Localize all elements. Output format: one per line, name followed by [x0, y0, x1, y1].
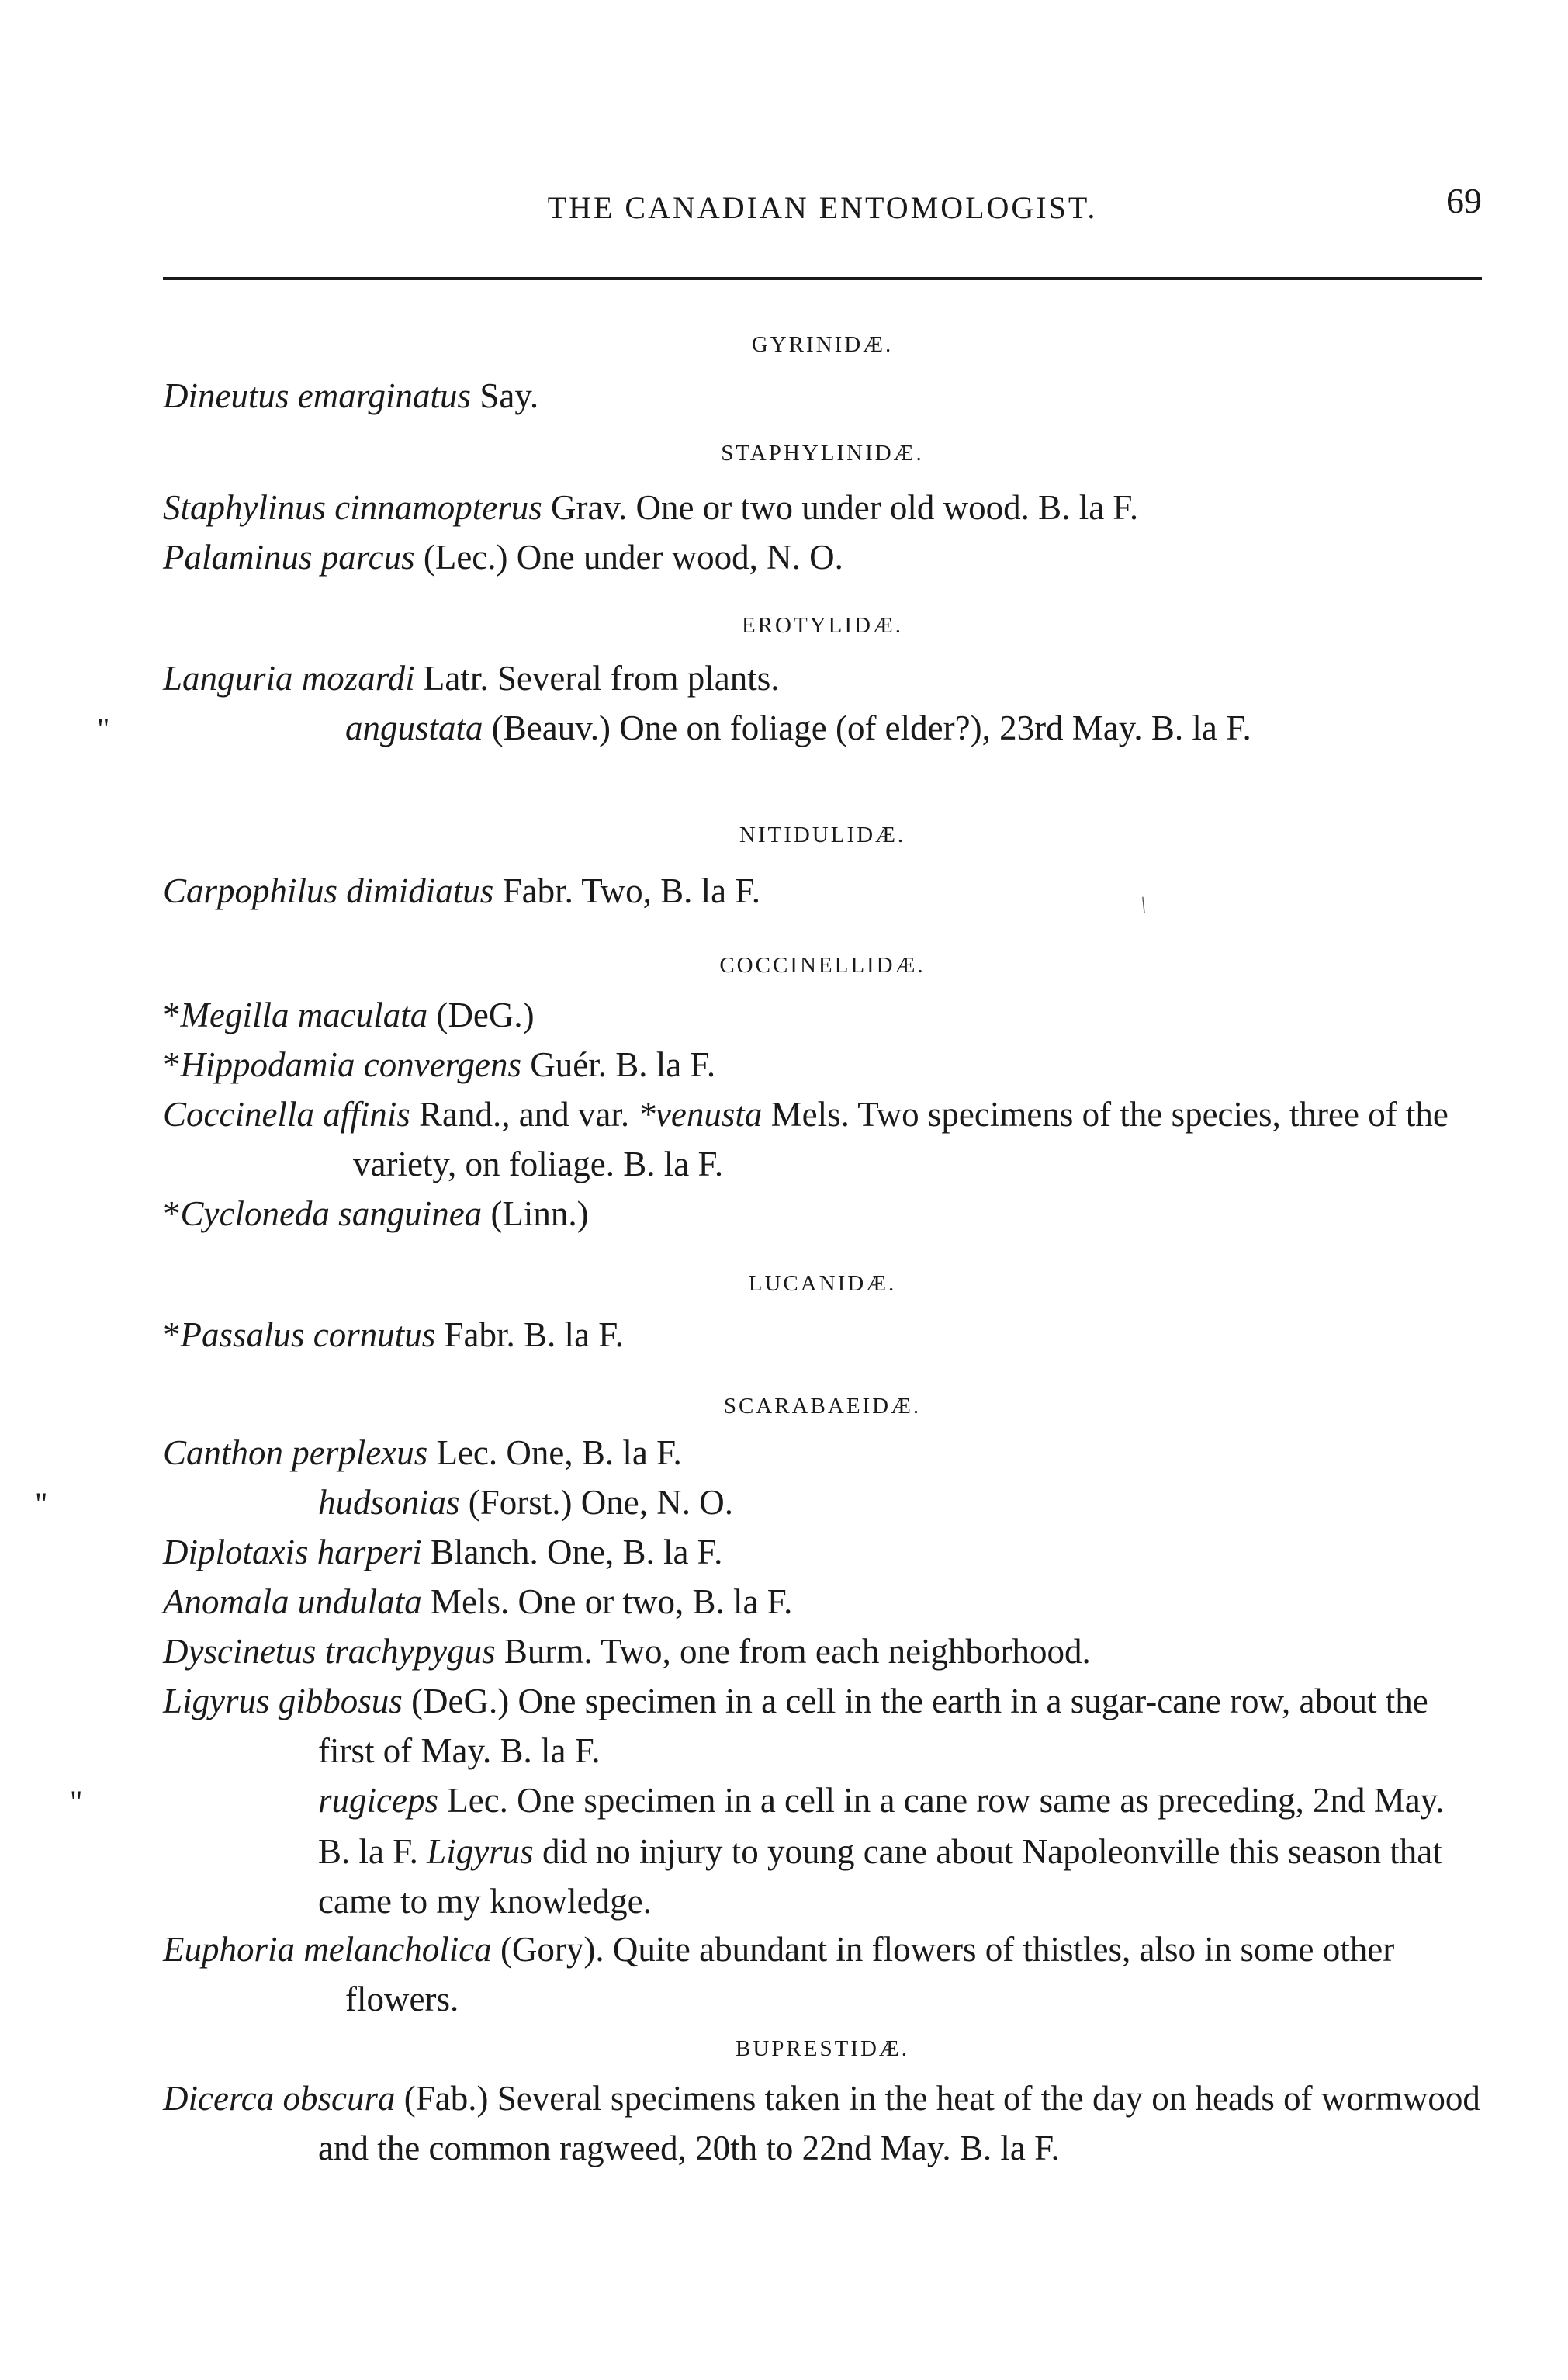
entry-note: Mels. Two specimens of the species, three of the variety, on foliage. B. la F.	[353, 1095, 1449, 1183]
authority: Say.	[471, 376, 539, 415]
species-name: Passalus cornutus	[180, 1315, 436, 1354]
print-speck: /	[1135, 892, 1152, 919]
species-entry	[163, 532, 1482, 582]
header-rule	[163, 277, 1482, 280]
authority: (DeG.)	[427, 996, 535, 1034]
entry-note: B. la F.	[606, 1045, 716, 1084]
species-entry	[163, 1627, 1482, 1676]
species-entry	[163, 653, 1482, 703]
entry-note: One, B. la F.	[497, 1433, 682, 1472]
entry-note: Several from plants.	[488, 659, 780, 698]
genus-reference: Ligyrus	[427, 1832, 534, 1871]
authority: (DeG.)	[402, 1682, 510, 1720]
section-heading: BUPRESTIDÆ.	[736, 2036, 909, 2061]
authority: Blanch.	[421, 1533, 538, 1571]
section-heading: COCCINELLIDÆ.	[719, 953, 926, 978]
species-entry	[163, 1428, 1482, 1478]
running-head: THE CANADIAN ENTOMOLOGIST.	[547, 190, 1098, 225]
species-entry	[163, 1527, 1482, 1577]
species-name: Dyscinetus trachypygus	[163, 1632, 496, 1671]
species-entry	[163, 866, 1482, 916]
section-heading: EROTYLIDÆ.	[741, 613, 903, 638]
entry-note: One, N. O.	[572, 1483, 733, 1522]
authority: Lec.	[427, 1433, 498, 1472]
species-name: Palaminus parcus	[163, 538, 415, 577]
species-entry	[35, 1478, 1482, 1529]
species-name: angustata	[345, 708, 483, 747]
species-entry	[163, 1676, 1482, 1775]
introduced-asterisk: *	[163, 1045, 181, 1084]
species-entry	[163, 990, 1482, 1040]
authority: Burm.	[495, 1632, 593, 1671]
species-name: Euphoria melancholica	[163, 1930, 492, 1969]
introduced-asterisk: *	[163, 996, 181, 1034]
entry-note: One or two, B. la F.	[509, 1582, 793, 1621]
authority: Mels.	[421, 1582, 510, 1621]
entry-note: One under wood, N. O.	[507, 538, 843, 577]
authority: Latr.	[414, 659, 489, 698]
entry-note-continued: did no injury to young cane about Napoleonville this season that came to my knowledge.	[318, 1832, 1442, 1921]
entry-note: One, B. la F.	[538, 1533, 723, 1571]
section-heading: LUCANIDÆ.	[748, 1271, 897, 1296]
species-entry	[163, 1577, 1482, 1627]
entry-note: One on foliage (of elder?), 23rd May. B. la F.	[611, 708, 1251, 747]
species-name: Staphylinus cinnamopterus	[163, 488, 542, 527]
ditto-mark: "	[97, 712, 110, 747]
species-name: Anomala undulata	[163, 1582, 422, 1621]
ditto-mark: "	[35, 1486, 48, 1521]
species-entry	[163, 483, 1482, 532]
authority: Fabr.	[435, 1315, 515, 1354]
species-entry	[163, 1189, 1482, 1239]
section-heading: SCARABAEIDÆ.	[723, 1394, 922, 1419]
species-name: rugiceps	[318, 1781, 438, 1820]
species-name: Languria mozardi	[163, 659, 415, 698]
species-name: Hippodamia convergens	[180, 1045, 521, 1084]
authority: (Fab.)	[395, 2079, 489, 2118]
species-entry	[163, 1090, 1482, 1189]
entry-note: One specimen in a cell in a cane row same as preceding, 2nd May. B. la F.	[318, 1781, 1445, 1871]
authority: Grav.	[542, 488, 628, 527]
species-entry	[163, 2073, 1482, 2173]
species-name: hudsonias	[318, 1483, 460, 1522]
variety-name: *venusta	[638, 1095, 763, 1134]
ditto-mark: "	[70, 1784, 83, 1819]
species-entry	[70, 1775, 1482, 1926]
species-name: Carpophilus dimidiatus	[163, 871, 494, 910]
introduced-asterisk: *	[163, 1315, 181, 1354]
authority: Rand., and var.	[410, 1095, 639, 1134]
introduced-asterisk: *	[163, 1194, 181, 1233]
entry-note: Two, one from each neighborhood.	[592, 1632, 1091, 1671]
section-heading: NITIDULIDÆ.	[739, 823, 906, 847]
species-name: Ligyrus gibbosus	[163, 1682, 403, 1720]
species-name: Dicerca obscura	[163, 2079, 396, 2118]
entry-note: One or two under old wood. B. la F.	[627, 488, 1139, 527]
species-entry	[163, 1924, 1482, 2024]
species-entry	[163, 1040, 1482, 1090]
species-name: Megilla maculata	[180, 996, 428, 1034]
authority: (Linn.)	[482, 1194, 589, 1233]
species-name: Diplotaxis harperi	[163, 1533, 422, 1571]
authority: Lec.	[438, 1781, 508, 1820]
species-name: Cycloneda sanguinea	[180, 1194, 483, 1233]
species-name: Dineutus emarginatus	[163, 376, 472, 415]
entry-note: Two, B. la F.	[573, 871, 761, 910]
page-header	[163, 180, 1482, 234]
species-entry	[97, 703, 1482, 754]
authority: Guér.	[521, 1045, 607, 1084]
entry-note: Quite abundant in flowers of thistles, also in some other flowers.	[345, 1930, 1395, 2018]
species-name: Coccinella affinis	[163, 1095, 410, 1134]
species-entry	[163, 1310, 1482, 1360]
authority: (Forst.)	[459, 1483, 573, 1522]
section-heading: GYRINIDÆ.	[751, 332, 894, 357]
authority: (Beauv.)	[483, 708, 611, 747]
page-number: 69	[1446, 181, 1482, 220]
species-entry	[163, 371, 1482, 421]
entry-note: Several specimens taken in the heat of the day on heads of wormwood and the common ragweed, 20th to 22nd May. B. la F.	[318, 2079, 1480, 2167]
entry-note: One specimen in a cell in the earth in a sugar-cane row, about the first of May. B. la F.	[318, 1682, 1428, 1770]
authority: Fabr.	[493, 871, 573, 910]
section-heading: STAPHYLINIDÆ.	[721, 441, 924, 466]
authority: (Lec.)	[414, 538, 508, 577]
entry-note: B. la F.	[514, 1315, 624, 1354]
species-name: Canthon perplexus	[163, 1433, 428, 1472]
authority: (Gory).	[491, 1930, 604, 1969]
